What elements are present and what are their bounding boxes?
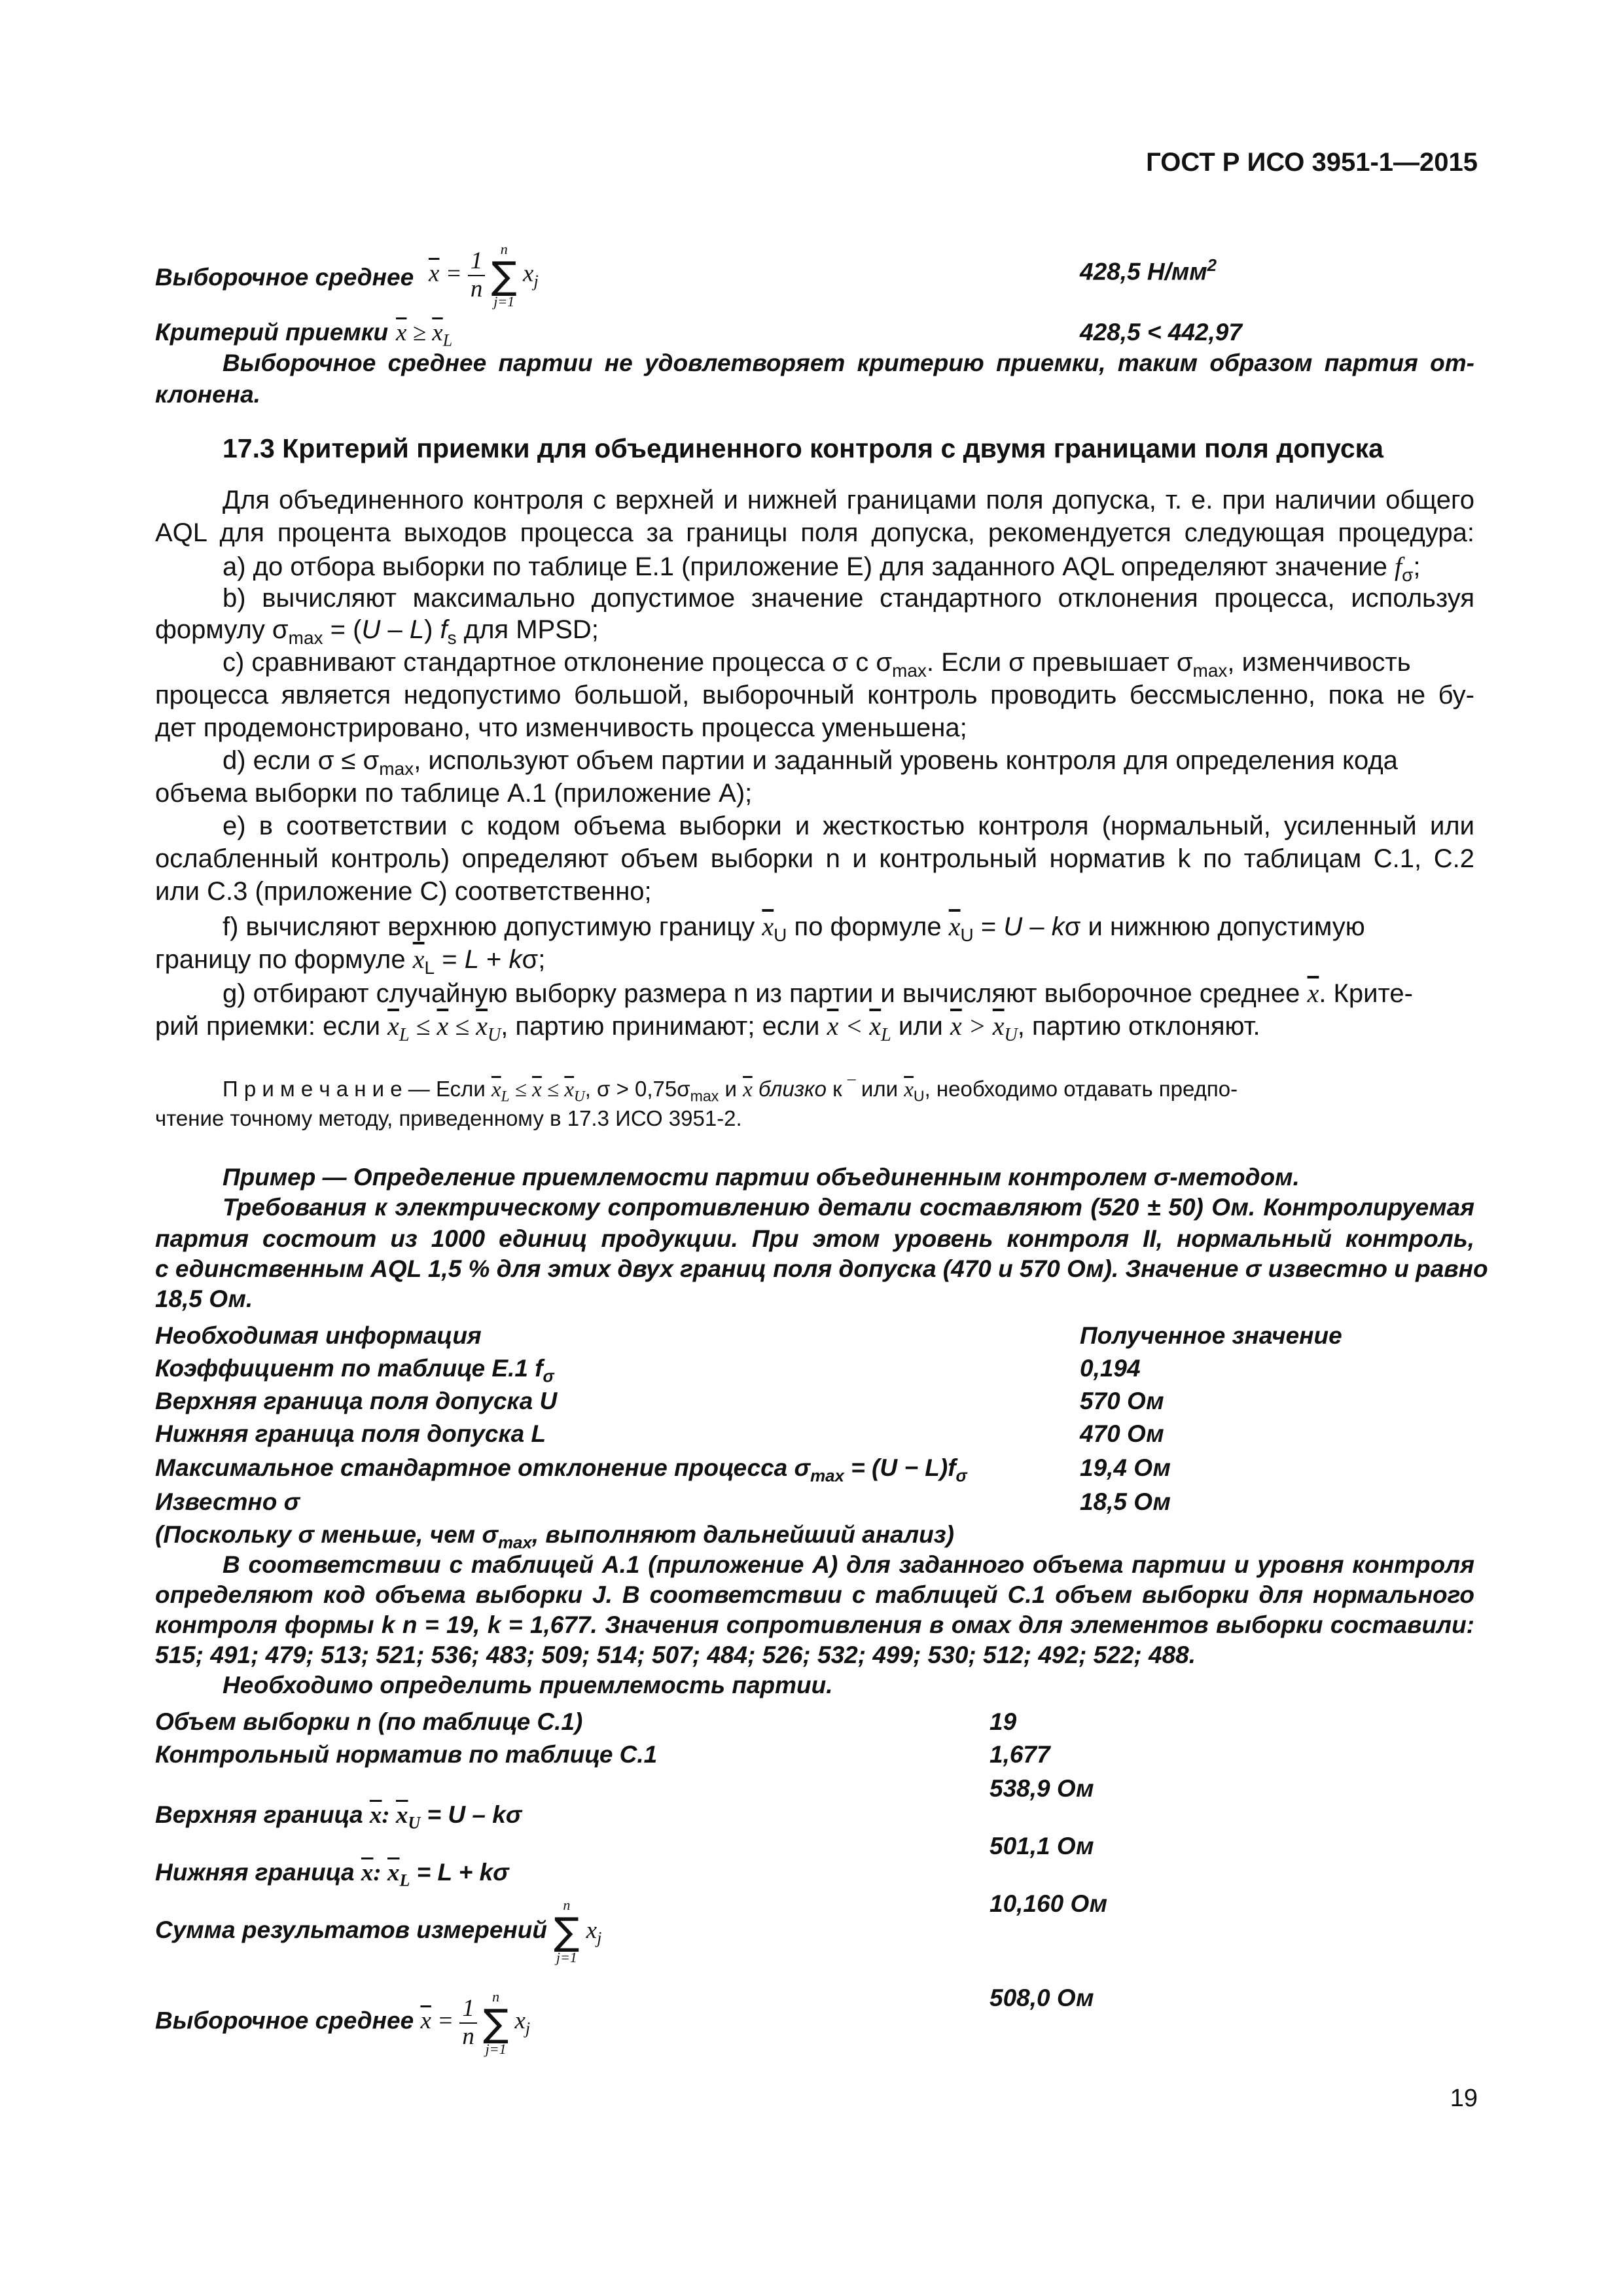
table1-label: Коэффициент по таблице E.1 $f_\sigma$ [155,1355,554,1386]
item-d: d) если $\sigma \le \sigma_{max}$, используют объем партии и заданный уровень контроля для определения кода [223,746,1398,779]
table1-header-left: Необходимая информация [155,1322,482,1349]
para-line: 515; 491; 479; 513; 521; 536; 483; 509; 514; 507; 484; 526; 532; 499; 530; 512; 492; 522; 488. [155,1641,1196,1668]
need-line: Необходимо определить приемлемость партии. [223,1672,833,1698]
page-number: 19 [1450,2085,1478,2112]
item-e: ослабленный контроль) определяют объем выборки n и контрольный норматив k по таблицам C.1, C.2 [155,844,1474,873]
item-c: c) сравнивают стандартное отклонение процесса σ с $\sigma_{max}$. Если σ превышает $\sigma_{max}$, изменчивость [223,648,1411,681]
example-title: Пример — Определение приемлемости партии объединенным контролем σ-методом. [223,1164,1300,1191]
table2-value: 19 [990,1708,1017,1735]
item-f: границу по формуле $\overline{x}_L = L + k\sigma$; [155,944,546,978]
table1-label: Верхняя граница поля допуска U [155,1388,558,1414]
intro-line: AQL для процента выходов процесса за границы поля допуска, рекомендуется следующая процедура: [155,518,1474,547]
mean-label: Выборочное среднее [155,264,414,291]
item-e: или C.3 (приложение C) соответственно; [155,877,652,906]
note-line: чтение точному методу, приведенному в 17.3 ИСО 3951-2. [155,1106,742,1130]
note-line: П р и м е ч а н и е — Если $\overline{x}_L \le \overline{x} \le \overline{x}_U$, $\sigma > 0,75\sigma_{max}$ и $\overline{x}$ близко к ‾ или $\overline{x}_U$, необходимо отдавать предпо- [223,1077,1238,1105]
table1-label: Максимальное стандартное отклонение процесса $\sigma_{max} = (U - L)f_\sigma$ [155,1454,967,1486]
table2-label: Нижняя граница $\overline{x}$: $\overline{x}_L = L + k\sigma$ [155,1859,509,1890]
mean-value: 428,5 $Н/мм^2$ [1080,257,1217,285]
example-line: 18,5 Ом. [155,1285,253,1312]
table2-label: Сумма результатов измерений n ∑ j=1 $x_j$ [155,1897,602,1965]
item-d: объема выборки по таблице A.1 (приложение A); [155,779,753,808]
table2-label: Верхняя граница $\overline{x}$: $\overline{x}_U = U - k\sigma$ [155,1801,522,1833]
table1-value: 570 Ом [1080,1388,1164,1414]
item-a: a) до отбора выборки по таблице E.1 (приложение E) для заданного AQL определяют значение $f_\sigma$; [223,552,1421,585]
item-c: процесса является недопустимо большой, выборочный контроль проводить бессмысленно, пока не бу- [155,681,1474,709]
doc-code: ГОСТ Р ИСО 3951-1—2015 [1146,148,1478,177]
item-f: f) вычисляют верхнюю допустимую границу $\overline{x}_U$ по формуле $\overline{x}_U = U - k\sigma$ и нижнюю допустимую [223,912,1365,945]
table1-value: 470 Ом [1080,1420,1164,1447]
para-line: контроля формы k n = 19, k = 1,677. Значения сопротивления в омах для элементов выборки составили: [155,1611,1474,1638]
mean-formula: $\overline{x}$ = $\frac{1}{n}$ n ∑ j=1 $x_j$ [429,241,539,310]
table2-value: 508,0 Ом [990,1984,1094,2011]
table1-label: Нижняя граница поля допуска L [155,1420,546,1447]
criterion-value: 428,5 < 442,97 [1080,319,1242,346]
table1-value: 18,5 Ом [1080,1488,1171,1515]
table2-label: Объем выборки n (по таблице C.1) [155,1708,583,1735]
criterion-formula: $\overline{x} \ge \overline{x}_L$ [396,319,453,350]
table2-value: 10,160 Ом [990,1890,1108,1917]
conclusion-line: Выборочное среднее партии не удовлетворяет критерию приемки, таким образом партия от- [223,350,1474,376]
since-line: (Поскольку σ меньше, чем $\sigma_{max}$, выполняют дальнейший анализ) [155,1521,954,1552]
item-b: формулу $\sigma_{max} = (U - L)$ $f_s$ для MPSD; [155,615,599,648]
table2-value: 538,9 Ом [990,1775,1094,1802]
table2-value: 501,1 Ом [990,1833,1094,1859]
table2-label: Выборочное среднее $\overline{x}$ = $\frac{1}{n}$ n ∑ j=1 $x_j$ [155,1988,531,2057]
table1-label: Известно σ [155,1488,300,1515]
intro-line: Для объединенного контроля с верхней и нижней границами поля допуска, т. е. при наличии общего [223,486,1474,514]
conclusion-line: клонена. [155,381,260,408]
item-g: рий приемки: если $\overline{x}_L \le \overline{x} \le \overline{x}_U$, партию принимают; если $\overline{x} < \overline{x}_L$ или $\overline{x} > \overline{x}_U$, партию отклоняют. [155,1011,1260,1045]
item-b: b) вычисляют максимально допустимое значение стандартного отклонения процесса, используя [223,584,1474,613]
para-line: определяют код объема выборки J. В соответствии с таблицей C.1 объем выборки для нормального [155,1581,1474,1608]
para-line: В соответствии с таблицей A.1 (приложение A) для заданного объема партии и уровня контроля [223,1551,1474,1578]
table1-value: 19,4 Ом [1080,1454,1171,1481]
table2-value: 1,677 [990,1741,1050,1768]
item-c: дет продемонстрировано, что изменчивость процесса уменьшена; [155,713,967,742]
table1-header-right: Полученное значение [1080,1322,1342,1349]
example-line: Требования к электрическому сопротивлению детали составляют (520 ± 50) Ом. Контролируемая [223,1194,1474,1221]
item-e: e) в соответствии с кодом объема выборки и жесткостью контроля (нормальный, усиленный или [223,812,1474,840]
table2-label: Контрольный норматив по таблице C.1 [155,1741,658,1768]
table1-value: 0,194 [1080,1355,1141,1382]
example-line: с единственным AQL 1,5 % для этих двух границ поля допуска (470 и 570 Ом). Значение σ известно и равно [155,1255,1488,1282]
example-line: партия состоит из 1000 единиц продукции. При этом уровень контроля II, нормальный контроль, [155,1225,1474,1252]
item-g: g) отбирают случайную выборку размера n из партии и вычисляют выборочное среднее $\overline{x}$. Крите- [223,978,1413,1008]
criterion-label: Критерий приемки [155,319,389,346]
section-heading: 17.3 Критерий приемки для объединенного контроля с двумя границами поля допуска [223,433,1383,463]
